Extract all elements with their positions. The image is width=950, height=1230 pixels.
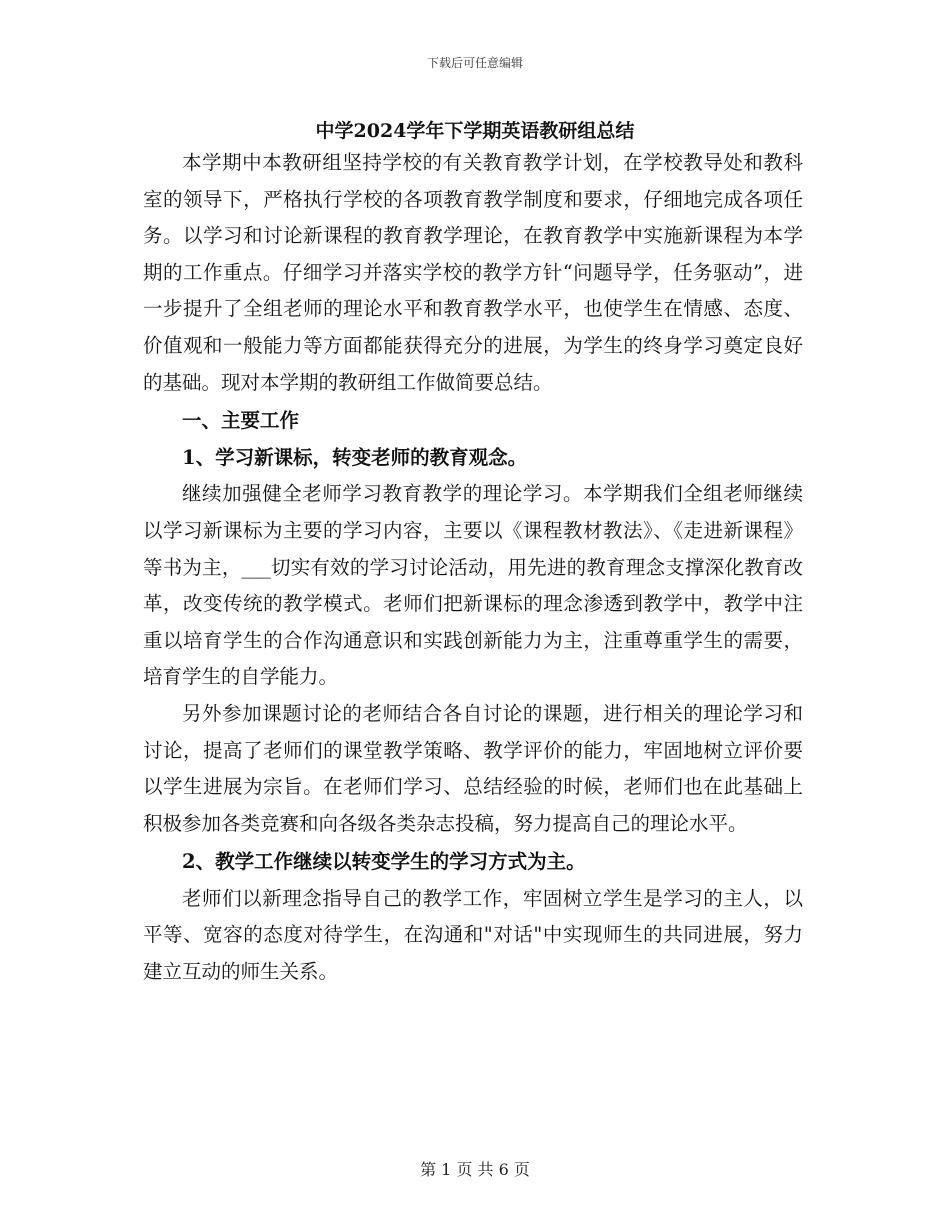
header-note: 下载后可任意编辑 bbox=[426, 56, 523, 70]
page-title: 中学2024学年下学期英语教研组总结 bbox=[315, 120, 635, 142]
intro-paragraph: 本学期中本教研组坚持学校的有关教育教学计划，在学校教导处和教科室的领导下，严格执行学校的各项教育教学制度和要求，仔细地完成各项任务。以学习和讨论新课程的教育教学理论，在教育教学中实施新课程为本学期的工作重点。仔细学习并落实学校的教学方针“问题导学，任务驱动”，进一步提升了全组老师的理论水平和教育教学水平，也使学生在情感、态度、价值观和一般能力等方面都能获得充分的进展，为学生的终身学习奠定良好的基础。现对本学期的教研组工作做简要总结。 bbox=[143, 151, 803, 394]
document-body bbox=[143, 145, 803, 991]
paragraph-item-1a: 继续加强健全老师学习教育教学的理论学习。本学期我们全组老师继续以学习新课标为主要的学习内容，主要以《课程教材教法》、《走进新课程》等书为主，___切实有效的学习讨论活动，用先进的教育理念支撑深化教育改革，改变传统的教学模式。老师们把新课标的理念渗透到教学中，教学中注重以培育学生的合作沟通意识和实践创新能力为主，注重尊重学生的需要，培育学生的自学能力。 bbox=[143, 482, 803, 689]
paragraph-item-2a: 老师们以新理念指导自己的教学工作，牢固树立学生是学习的主人，以平等、宽容的态度对待学生，在沟通和"对话"中实现师生的共同进展，努力建立互动的师生关系。 bbox=[143, 886, 803, 984]
section-heading-main-work: 一、主要工作 bbox=[182, 409, 300, 433]
paragraph-item-1b: 另外参加课题讨论的老师结合各自讨论的课题，进行相关的理论学习和讨论，提高了老师们的课堂教学策略、教学评价的能力，牢固地树立评价要以学生进展为宗旨。在老师们学习、总结经验的时候，老师们也在此基础上积极参加各类竞赛和向各级各类杂志投稿，努力提高自己的理论水平。 bbox=[143, 701, 803, 835]
page-number: 第 1 页 共 6 页 bbox=[420, 1160, 530, 1179]
subheading-item-2: 2、教学工作继续以转变学生的学习方式为主。 bbox=[182, 850, 586, 874]
subheading-item-1: 1、学习新课标，转变老师的教育观念。 bbox=[182, 445, 528, 469]
